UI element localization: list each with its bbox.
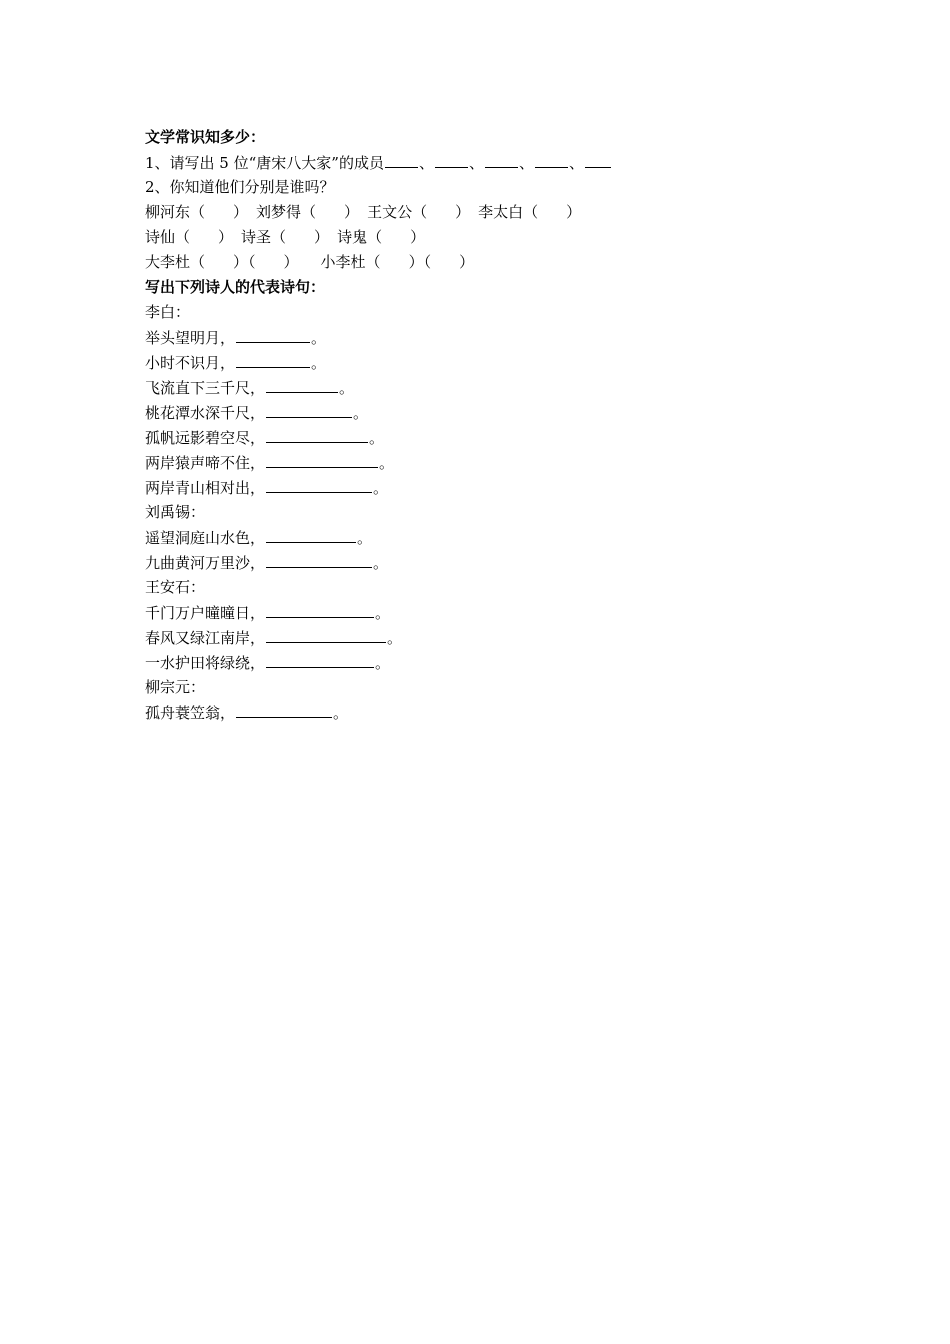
question-2-row-1 (145, 200, 845, 225)
paren-close: ） (218, 228, 234, 246)
paren-close-open: ）（ (233, 253, 256, 271)
poem-line (145, 325, 845, 350)
separator: 、 (569, 154, 585, 172)
separator: 、 (468, 154, 484, 172)
poem-prompt: 小时不识月， (145, 354, 236, 372)
question-2: 2、你知道他们分别是谁吗？ (145, 178, 335, 196)
poem-line (145, 625, 845, 650)
answer-blank[interactable] (435, 150, 468, 168)
prompt-dalidu: 大李杜（ (145, 253, 206, 271)
prompt-litaibai: 李太白（ (478, 203, 539, 221)
poem-line (145, 350, 845, 375)
poem-prompt: 两岸青山相对出， (145, 479, 266, 497)
poem-line (145, 650, 845, 675)
separator: 、 (519, 154, 535, 172)
paren-close: ） (314, 228, 330, 246)
prompt-shigui: 诗鬼（ (337, 228, 383, 246)
answer-blank[interactable] (585, 150, 611, 168)
poem-line (145, 450, 845, 475)
answer-blank[interactable] (266, 525, 356, 543)
period: 。 (387, 629, 403, 647)
poem-prompt: 遥望洞庭山水色， (145, 529, 266, 547)
section-title-poems: 写出下列诗人的代表诗句： (145, 278, 326, 296)
answer-blank[interactable] (266, 400, 352, 418)
answer-blank[interactable] (266, 550, 372, 568)
paren-close: ） (459, 253, 475, 271)
answer-blank[interactable] (385, 150, 418, 168)
question-1 (145, 150, 845, 175)
poem-prompt: 桃花潭水深千尺， (145, 404, 266, 422)
prompt-liumengde: 刘梦得（ (256, 203, 317, 221)
poem-prompt: 春风又绿江南岸， (145, 629, 266, 647)
period: 。 (375, 654, 391, 672)
period: 。 (353, 404, 369, 422)
answer-blank[interactable] (236, 325, 310, 343)
period: 。 (333, 704, 349, 722)
answer-blank[interactable] (485, 150, 518, 168)
poet-name: 李白： (145, 303, 191, 321)
question-1-text: 1、请写出 5 位“唐宋八大家”的成员 (145, 154, 384, 172)
poem-prompt: 千门万户曈曈日， (145, 604, 266, 622)
period: 。 (311, 329, 327, 347)
answer-blank[interactable] (266, 650, 374, 668)
period: 。 (357, 529, 373, 547)
prompt-shixian: 诗仙（ (145, 228, 191, 246)
paren-close: ） (410, 228, 426, 246)
answer-blank[interactable] (236, 700, 332, 718)
question-2-row-2 (145, 225, 845, 250)
period: 。 (375, 604, 391, 622)
period: 。 (311, 354, 327, 372)
poem-prompt: 两岸猿声啼不住， (145, 454, 266, 472)
poem-line (145, 700, 845, 725)
answer-blank[interactable] (535, 150, 568, 168)
separator: 、 (418, 154, 434, 172)
answer-blank[interactable] (266, 475, 372, 493)
poem-line (145, 475, 845, 500)
paren-close: ） (283, 253, 299, 271)
paren-close-open: ）（ (408, 253, 432, 271)
poem-prompt: 举头望明月， (145, 329, 236, 347)
period: 。 (379, 454, 395, 472)
prompt-liuhedong: 柳河东（ (145, 203, 206, 221)
paren-close: ） (455, 203, 471, 221)
section-title-literature: 文学常识知多少： (145, 128, 266, 146)
poem-line (145, 525, 845, 550)
answer-blank[interactable] (266, 625, 386, 643)
poem-line (145, 375, 845, 400)
answer-blank[interactable] (266, 450, 378, 468)
poem-prompt: 孤舟蓑笠翁， (145, 704, 236, 722)
poem-prompt: 一水护田将绿绕， (145, 654, 266, 672)
answer-blank[interactable] (266, 425, 368, 443)
poet-name: 刘禹锡： (145, 503, 206, 521)
period: 。 (339, 379, 355, 397)
paren-close: ） (566, 203, 582, 221)
poet-name: 柳宗元： (145, 678, 206, 696)
poem-prompt: 飞流直下三千尺， (145, 379, 266, 397)
answer-blank[interactable] (236, 350, 310, 368)
period: 。 (373, 554, 389, 572)
poet-name: 王安石： (145, 578, 206, 596)
poem-line (145, 425, 845, 450)
paren-close: ） (233, 203, 249, 221)
poem-line (145, 600, 845, 625)
prompt-shisheng: 诗圣（ (241, 228, 287, 246)
period: 。 (369, 429, 385, 447)
prompt-wangwengong: 王文公（ (367, 203, 428, 221)
poem-prompt: 九曲黄河万里沙， (145, 554, 266, 572)
poem-prompt: 孤帆远影碧空尽， (145, 429, 266, 447)
document-page (145, 125, 845, 725)
paren-close: ） (344, 203, 360, 221)
answer-blank[interactable] (266, 600, 374, 618)
poem-line (145, 400, 845, 425)
answer-blank[interactable] (266, 375, 338, 393)
period: 。 (373, 479, 389, 497)
poem-line (145, 550, 845, 575)
question-2-row-3 (145, 250, 845, 275)
prompt-xiaolidu: 小李杜（ (320, 253, 381, 271)
